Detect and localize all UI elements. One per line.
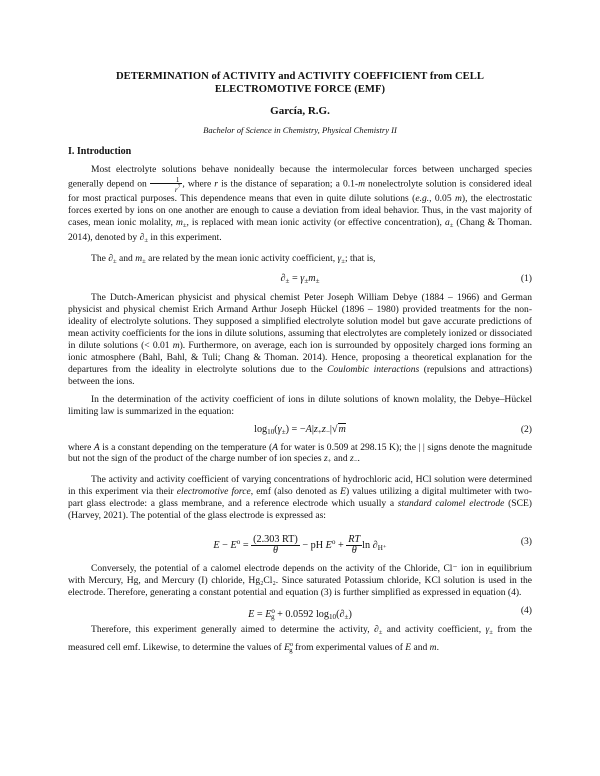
p6-text-b: , emf (also denoted as	[250, 486, 341, 498]
var-Eg: E	[284, 641, 290, 653]
paragraph-3	[68, 292, 532, 387]
glass-subscript: g	[270, 612, 275, 621]
eq1-gamma: γ	[300, 273, 305, 285]
eq3-fraction-1	[251, 535, 300, 556]
p1-text-i: in this experiment.	[147, 231, 222, 243]
p1-text-g: , is replaced with mean ionic activity (or effective concentration),	[186, 216, 445, 228]
p8-text-d: from experimental values of	[292, 641, 406, 653]
p2-text-c: are related by the mean ionic activity coefficient,	[145, 252, 338, 264]
var-m: m	[454, 192, 462, 204]
equation-number-4: (4)	[520, 604, 532, 616]
hydrogen-subscript: H⁺	[377, 543, 387, 552]
eq3-E0: E	[325, 539, 332, 551]
p1-text-h: (Chang & Thoman. 2014), denoted by	[68, 216, 532, 243]
var-z: z	[349, 453, 354, 465]
p5-text-b: is a constant depending on the temperature (	[99, 441, 273, 453]
p3-text-b: ). Furthermore, on average, each ion is surrounded by oppositely charged ions forming an ionic atmosphere (Bahl, Bahl, & Tuli; Chang & Thoman. 2014). Hence, proposing a theoretical explanation for the departures from the ideality in electrolyte solutions due to the	[68, 340, 533, 375]
eq2-m: m	[338, 423, 346, 435]
eq1-lhs: ∂	[280, 273, 286, 285]
eq3-minus: −	[219, 539, 231, 551]
degree-superscript: o	[289, 640, 294, 648]
eq4-log-term: + 0.0592 log	[274, 608, 329, 620]
eq3-equals: =	[240, 539, 252, 551]
var-d-pm: ∂	[139, 231, 145, 243]
eq2-log: log	[254, 423, 268, 435]
pm-subscript: ±	[142, 257, 146, 265]
var-m: m	[358, 178, 365, 190]
pm-subscript: ±	[378, 628, 383, 636]
eq4-Eg: E	[265, 608, 272, 620]
equation-number-1: (1)	[520, 273, 532, 285]
p8-text-b: and activity coefficient,	[382, 623, 486, 635]
eq2-open-paren: (	[274, 423, 278, 435]
paragraph-4: In the determination of the activity coefficient of ions in dilute solutions of known molality, the Debye–Hückel limiting law is summarized in the equation:	[68, 393, 532, 417]
p5-text-a: where	[68, 441, 94, 453]
p8-text-f: .	[436, 641, 439, 653]
p1-text-c: is the distance of separation; a 0.1-	[218, 178, 359, 190]
eq3-frac1-num: (2.303 RT)	[253, 534, 298, 546]
p3-text-c: (repulsions and attractions) between the ions.	[68, 363, 532, 387]
eq3-fraction-2	[346, 535, 362, 556]
eq3-ln: ln	[362, 539, 373, 551]
fraction-den-exp: 7	[177, 183, 181, 190]
var-gamma: γ	[485, 623, 490, 635]
equation-number-2: (2)	[520, 423, 532, 435]
eq1-m: m	[308, 273, 316, 285]
plus-subscript: +	[327, 458, 332, 466]
author-name: García, R.G.	[270, 105, 330, 117]
degree-superscript: o	[236, 537, 241, 546]
degree-superscript: o	[271, 606, 275, 615]
pm-subscript: ±	[449, 221, 454, 229]
section-heading-introduction: I. Introduction	[68, 146, 132, 157]
pm-subscript: ±	[344, 612, 349, 621]
title-line-1: DETERMINATION of ACTIVITY and ACTIVITY COEFFICIENT from CELL	[115, 71, 485, 82]
p1-text-a: Most electrolyte solutions behave nonideally because the intermolecular forces between uncharged species generally depend on	[68, 164, 532, 190]
eq2-close-minus: ) = −	[285, 423, 306, 435]
eq4-open-paren: (	[336, 608, 340, 620]
p2-text-b: and	[116, 252, 136, 264]
var-m-pm: m	[175, 216, 183, 228]
eq3-frac2-den: θ	[351, 545, 357, 557]
var-E: E	[340, 486, 346, 498]
standard-calomel-electrode-term: standard calomel electrode	[397, 498, 505, 510]
degree-superscript: o	[331, 537, 336, 546]
eq4-equals: =	[254, 608, 266, 620]
eq3-pH-term: − pH	[299, 539, 326, 551]
var-d: ∂	[108, 252, 113, 264]
var-A: A	[93, 441, 100, 453]
paper-body	[68, 70, 532, 656]
p1-text-e: , 0.05	[429, 192, 455, 204]
eq2-log-base: 10	[267, 427, 275, 436]
eq3-frac2-num: RT	[348, 534, 361, 546]
p6-text-d: (SCE) (Harvey, 2021). The potential of the glass electrode is expressed as:	[68, 498, 532, 522]
pm-subscript: ±	[304, 277, 309, 286]
p1-text-f: ), the electrostatic forces exerted by ions on one another are enough to cause a deviation from ideal behavior. Thus, in the vast majority of cases, mean ionic molality,	[68, 192, 532, 228]
equation-4	[68, 604, 532, 621]
paragraph-2	[68, 253, 532, 268]
inverse-r-fraction	[150, 176, 183, 193]
glass-subscript: g	[289, 646, 293, 654]
var-gamma: γ	[337, 252, 342, 264]
p8-text-a: Therefore, this experiment generally aimed to determine the activity,	[91, 623, 374, 635]
var-r: r	[214, 178, 219, 190]
fraction-numerator: 1	[150, 176, 183, 184]
paragraph-6	[68, 474, 532, 522]
eq3-dH: ∂	[372, 539, 378, 551]
pm-subscript: ±	[144, 236, 148, 244]
author-affiliation: Bachelor of Science in Chemistry, Physical Chemistry II	[203, 125, 397, 135]
var-m: m	[429, 641, 437, 653]
paragraph-1	[68, 164, 532, 247]
p1-text-b: , where	[182, 178, 215, 190]
fraction-denominator	[150, 184, 183, 193]
pm-subscript: ±	[182, 221, 187, 229]
pm-subscript: ±	[315, 277, 320, 286]
pm-subscript: ±	[281, 427, 286, 436]
var-E: E	[405, 641, 412, 653]
var-d: ∂	[374, 623, 379, 635]
pm-subscript: ±	[112, 257, 117, 265]
p5-text-e: .	[357, 453, 360, 465]
eq4-log-base: 10	[328, 612, 337, 621]
electromotive-force-term: electromotive force	[176, 486, 251, 498]
minus-subscript: −	[325, 427, 330, 436]
plus-subscript: +	[317, 427, 322, 436]
eq2-A: A	[305, 423, 312, 435]
p5-text-c: for water is 0.509 at 298.15 K); the | | signs denote the magnitude but not the sign of the product of the charge number of ion species	[68, 441, 532, 465]
eq2-abs-bar: |	[311, 423, 314, 435]
sqrt-symbol: √	[331, 423, 338, 435]
eg-abbrev: e.g.	[415, 192, 430, 204]
var-m: m	[135, 252, 143, 264]
p6-text-c: ) values utilizing a digital multimeter with two-part glass electrode: a glass membrane, and a reference electrode which usually a	[68, 486, 532, 510]
paragraph-8	[68, 624, 532, 657]
equation-3	[68, 527, 532, 557]
pm-subscript: ±	[489, 628, 493, 636]
p8-text-c: from the measured cell emf. Likewise, to determine the values of	[68, 623, 532, 653]
paragraph-7: Conversely, the potential of a calomel electrode depends on the activity of the Chloride, Cl⁻ ion in equilibrium with Mercury, Hg, and Mercury (I) chloride, Hg₂Cl₂. Since saturated Potassium chloride, KCl solution is used in the electrode. Therefore, generating a constant potential and equation (3) is further simplified as expressed in equation (4).	[68, 562, 532, 598]
eq4-E: E	[248, 608, 255, 620]
equation-1	[68, 272, 532, 286]
p6-text-a: The activity and activity coefficient of varying concentrations of hydrochloric acid, HCl solution were determined in this experiment via their	[68, 474, 532, 498]
var-a-pm: a	[444, 216, 450, 228]
eq2-z: z	[313, 423, 318, 435]
paper-title	[68, 70, 532, 96]
var-m: m	[172, 340, 180, 352]
minus-subscript: −	[353, 458, 358, 466]
eq3-frac1-den: θ	[272, 545, 278, 557]
eq4-d: ∂	[339, 608, 345, 620]
p2-text-a: The	[91, 252, 109, 264]
eq4-close-paren: )	[348, 608, 352, 620]
coulombic-interactions-term: Coulombic interactions	[327, 363, 420, 375]
eq2-z: z	[321, 423, 326, 435]
p5-text-d: and	[331, 453, 350, 465]
paragraph-5	[68, 442, 532, 469]
eq2-abs-bar: |	[329, 423, 332, 435]
pm-subscript: ±	[341, 257, 345, 265]
eq3-E: E	[213, 539, 220, 551]
pm-subscript: ±	[285, 277, 290, 286]
p2-text-e: ; that is,	[344, 252, 376, 264]
p1-text-d: nonelectrolyte solution is considered ideal for most practical purposes. This dependence means that even in quite dilute solutions (	[68, 178, 532, 204]
eq3-plus: +	[335, 539, 347, 551]
var-A: A	[272, 441, 278, 453]
equation-2	[68, 423, 532, 437]
eq3-E0: E	[230, 539, 237, 551]
p3-text-a: The Dutch-American physicist and physical chemist Peter Joseph William Debye (1884 – 1966) and German physicist and physical chemist Erich Armand Arthur Joseph Hückel (1896 – 1980) provided treatments for the non-ideality of electrolyte solutions. They supposed a simplified electrolyte solution model but gave accurate predictions of mean activity coefficients for the ions in dilute solutions, assuming that electrolytes are completely ionized or dissociated in dilute solutions (< 0.01	[68, 292, 532, 352]
title-line-2: ELECTROMOTIVE FORCE (EMF)	[214, 84, 386, 95]
p8-text-e: and	[411, 641, 430, 653]
var-z: z	[323, 453, 328, 465]
eq2-gamma: γ	[277, 423, 282, 435]
equation-number-3: (3)	[520, 535, 532, 547]
eq1-equals: =	[289, 273, 301, 285]
fraction-den-r: r	[174, 184, 178, 194]
